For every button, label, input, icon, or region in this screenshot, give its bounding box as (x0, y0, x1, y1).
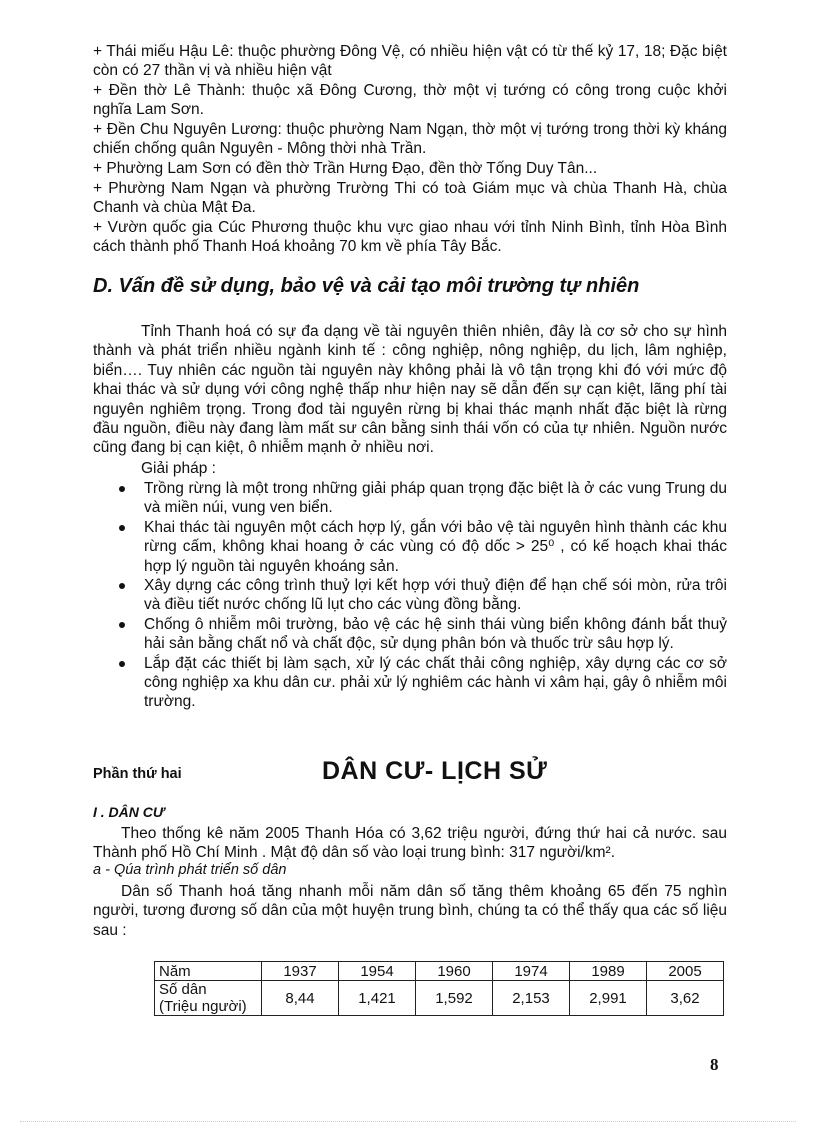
population-table (154, 961, 724, 1016)
footer-divider (20, 1121, 796, 1122)
intro-item-lam-son: + Phường Lam Sơn có đền thờ Trần Hưng Đạo, đền thờ Tống Duy Tân... (93, 160, 598, 177)
population-cell: 1,592 (416, 981, 493, 1016)
population-cell: 3,62 (647, 981, 724, 1016)
section-1-heading: I . DÂN CƯ (93, 804, 165, 820)
part-label: Phần thứ hai (93, 766, 182, 782)
table-row (155, 962, 724, 981)
solutions-label: Giải pháp : (141, 460, 216, 477)
intro-item-cuc-phuong: + Vườn quốc gia Cúc Phương thuộc khu vực giao nhau với tỉnh Ninh Bình, tỉnh Hòa Bình cách thành phố Thanh Hoá khoảng 70 km về phía Tây Bắc. (93, 219, 727, 256)
bullet-icon (119, 525, 125, 531)
list-item: Chống ô nhiễm môi trường, bảo vệ các hệ sinh thái vùng biển không đánh bắt thuỷ hải sản bằng chất nổ và chất độc, sử dụng phân bón và thuốc trừ sâu hợp lý. (93, 615, 727, 654)
intro-item-den-chu-nguyen-luong: + Đền Chu Nguyên Lương: thuộc phường Nam Ngạn, thờ một vị tướng trong thời kỳ kháng chiến chống quân Nguyên - Mông thời nhà Trần. (93, 121, 727, 158)
year-cell: 2005 (647, 962, 724, 981)
year-cell: 1989 (570, 962, 647, 981)
intro-item-nam-ngan: + Phường Nam Ngạn và phường Trường Thi có toà Giám mục và chùa Thanh Hà, chùa Chanh và chùa Mật Đa. (93, 180, 727, 217)
list-item: Trồng rừng là một trong những giải pháp quan trọng đặc biệt là ở các vung Trung du và miền núi, vung ven biển. (93, 479, 727, 518)
bullet-icon (119, 486, 125, 492)
population-cell: 1,421 (339, 981, 416, 1016)
bullet-icon (119, 622, 125, 628)
year-cell: 1937 (262, 962, 339, 981)
intro-item-thai-mieu: + Thái miếu Hậu Lê: thuộc phường Đông Vệ, có nhiều hiện vật có từ thế kỷ 17, 18; Đặc biệt còn có 27 thần vị và nhiều hiện vật (93, 43, 727, 80)
row-label-line-1: Số dân (159, 981, 207, 998)
population-cell: 2,153 (493, 981, 570, 1016)
population-row-label (155, 981, 262, 1016)
year-cell: 1960 (416, 962, 493, 981)
table-header-label: Năm (155, 962, 262, 981)
table-row (155, 981, 724, 1016)
population-cell: 8,44 (262, 981, 339, 1016)
bullet-icon (119, 661, 125, 667)
solutions-list (93, 479, 727, 712)
section-d-heading: D. Vấn đề sử dụng, bảo vệ và cải tạo môi trường tự nhiên (93, 275, 640, 297)
population-cell: 2,991 (570, 981, 647, 1016)
list-item: Lắp đặt các thiết bị làm sạch, xử lý các chất thải công nghiệp, xây dựng các cơ sở công nghiệp xa khu dân cư. phải xử lý nghiêm các hành vi xâm hại, gây ô nhiễm môi trường. (93, 654, 727, 712)
section-1-subheading: a - Qúa trình phát triển số dân (93, 862, 287, 878)
section-1-paragraph: Theo thống kê năm 2005 Thanh Hóa có 3,62 triệu người, đứng thứ hai cả nước. sau Thành phố Hồ Chí Minh . Mật độ dân số vào loại trung bình: 317 người/km². (93, 825, 727, 862)
intro-item-den-le-thanh: + Đền thờ Lê Thành: thuộc xã Đông Cương, thờ một vị tướng có công trong cuộc khởi nghĩa Lam Sơn. (93, 82, 727, 119)
list-item: Khai thác tài nguyên một cách hợp lý, gắn với bảo vệ tài nguyên hình thành các khu rừng cấm, không khai hoang ở các vùng có độ dốc > 25⁰ , có kế hoạch khai thác hợp lý nguồn tài nguyên khoáng sản. (93, 518, 727, 576)
year-cell: 1954 (339, 962, 416, 981)
page-number: 8 (710, 1055, 719, 1074)
list-item: Xây dựng các công trình thuỷ lợi kết hợp với thuỷ điện để hạn chế sói mòn, rửa trôi và điều tiết nước chống lũ lụt cho các vùng đồng bằng. (93, 576, 727, 615)
row-label-line-2: (Triệu người) (159, 998, 247, 1015)
section-1-paragraph-2: Dân số Thanh hoá tăng nhanh mỗi năm dân số tăng thêm khoảng 65 đến 75 nghìn người, tương đương số dân của một huyện trung bình, chúng ta có thể thấy qua các số liệu sau : (93, 883, 727, 939)
bullet-icon (119, 583, 125, 589)
part-title: DÂN CƯ- LỊCH SỬ (322, 757, 548, 785)
section-d-paragraph: Tỉnh Thanh hoá có sự đa dạng về tài nguyên thiên nhiên, đây là cơ sở cho sự hình thành và phát triển nhiều ngành kinh tế : công nghiệp, nông nghiệp, du lịch, lâm nghiệp, biển…. Tuy nhiên các nguồn tài nguyên này không phải là vô tận trọng khi đó với mức độ khai thác và sử dụng với công nghệ thấp như hiện nay sẽ dẫn đến sự cạn kiệt, lãng phí tài nguyên nghiêm trọng. Trong đod tài nguyên rừng bị khai thác mạnh nhất đặc biệt là rừng đầu nguồn, điều này đang làm mất sư cân bằng sinh thái vốn có của tự nhiên. Nguồn nước cũng đang bị cạn kiệt, ô nhiễm mạnh ở nhiều nơi. (93, 323, 727, 457)
year-cell: 1974 (493, 962, 570, 981)
